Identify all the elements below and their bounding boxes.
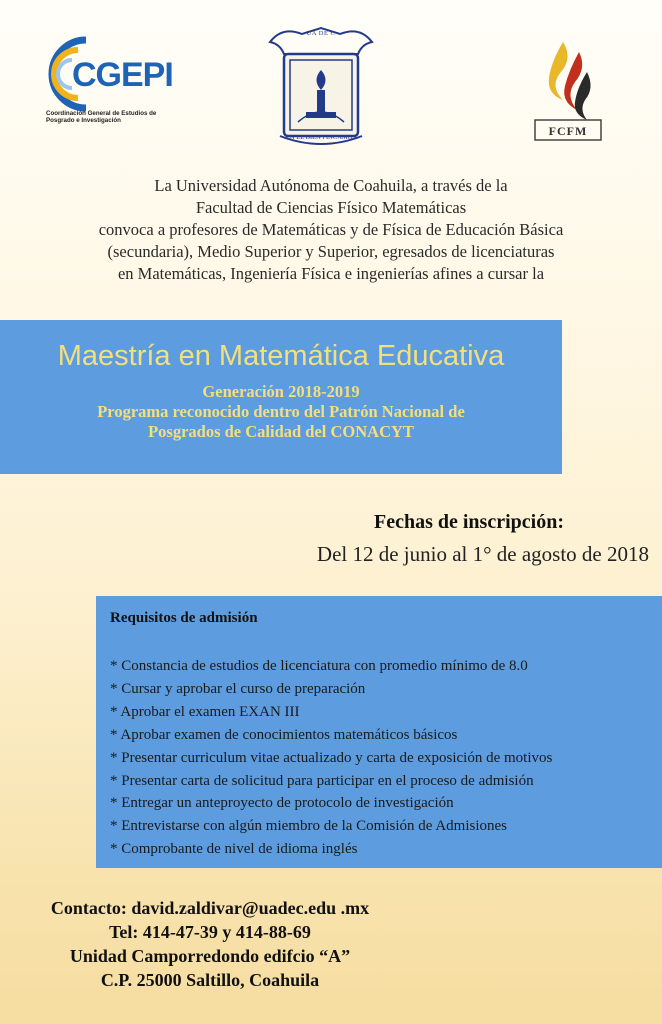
program-generation: Generación 2018-2019 bbox=[202, 382, 360, 401]
intro-line: La Universidad Autónoma de Coahuila, a través de la bbox=[154, 176, 508, 195]
uadec-band-text: UA DE C bbox=[306, 30, 336, 37]
uadec-shield-logo bbox=[262, 24, 380, 154]
list-item: * Aprobar examen de conocimientos matemáticos básicos bbox=[110, 726, 458, 743]
intro-paragraph bbox=[30, 175, 632, 285]
list-item: * Comprobante de nivel de idioma inglés bbox=[110, 841, 358, 858]
fcfm-logo bbox=[533, 38, 603, 142]
list-item: * Presentar carta de solicitud para participar en el proceso de admisión bbox=[110, 772, 534, 789]
contact-block bbox=[0, 896, 420, 992]
intro-line: (secundaria), Medio Superior y Superior, egresados de licenciaturas bbox=[107, 242, 555, 261]
contact-unit: Unidad Camporredondo edifcio “A” bbox=[69, 946, 351, 966]
program-title: Maestría en Matemática Educativa bbox=[57, 340, 505, 372]
cgepi-wordmark: CGEPI bbox=[72, 56, 173, 94]
program-recognition-line: Posgrados de Calidad del CONACYT bbox=[148, 422, 414, 441]
contact-postal: C.P. 25000 Saltillo, Coahuila bbox=[100, 970, 320, 990]
list-item: * Presentar curriculum vitae actualizado y carta de exposición de motivos bbox=[110, 749, 553, 766]
fcfm-label: FCFM bbox=[548, 124, 588, 138]
requirements-title: Requisitos de admisión bbox=[110, 610, 258, 626]
list-item: * Entregar un anteproyecto de protocolo de investigación bbox=[110, 795, 454, 812]
requirements-list bbox=[110, 655, 552, 861]
contact-phone: Tel: 414-47-39 y 414-88-69 bbox=[109, 922, 311, 942]
cgepi-subtitle: Coordinación General de Estudios de Posgrado e Investigación bbox=[46, 110, 157, 124]
uadec-motto: EN EL BIEN FINCAMOS bbox=[286, 134, 356, 141]
registration-heading: Fechas de inscripción: bbox=[374, 511, 564, 533]
intro-line: Facultad de Ciencias Físico Matemáticas bbox=[195, 198, 467, 217]
registration-dates: Del 12 de junio al 1° de agosto de 2018 bbox=[316, 542, 649, 566]
contact-email: Contacto: david.zaldivar@uadec.edu .mx bbox=[50, 898, 370, 918]
list-item: * Aprobar el examen EXAN III bbox=[110, 703, 300, 720]
program-details bbox=[0, 382, 562, 442]
intro-line: en Matemáticas, Ingeniería Física e ingenierías afines a cursar la bbox=[117, 264, 545, 283]
intro-line: convoca a profesores de Matemáticas y de Física de Educación Básica bbox=[98, 220, 564, 239]
cgepi-logo bbox=[42, 30, 173, 128]
list-item: * Constancia de estudios de licenciatura con promedio mínimo de 8.0 bbox=[110, 658, 528, 674]
list-item: * Cursar y aprobar el curso de preparación bbox=[110, 680, 366, 697]
program-recognition-line: Programa reconocido dentro del Patrón Nacional de bbox=[97, 402, 465, 421]
list-item: * Entrevistarse con algún miembro de la Comisión de Admisiones bbox=[110, 818, 508, 835]
